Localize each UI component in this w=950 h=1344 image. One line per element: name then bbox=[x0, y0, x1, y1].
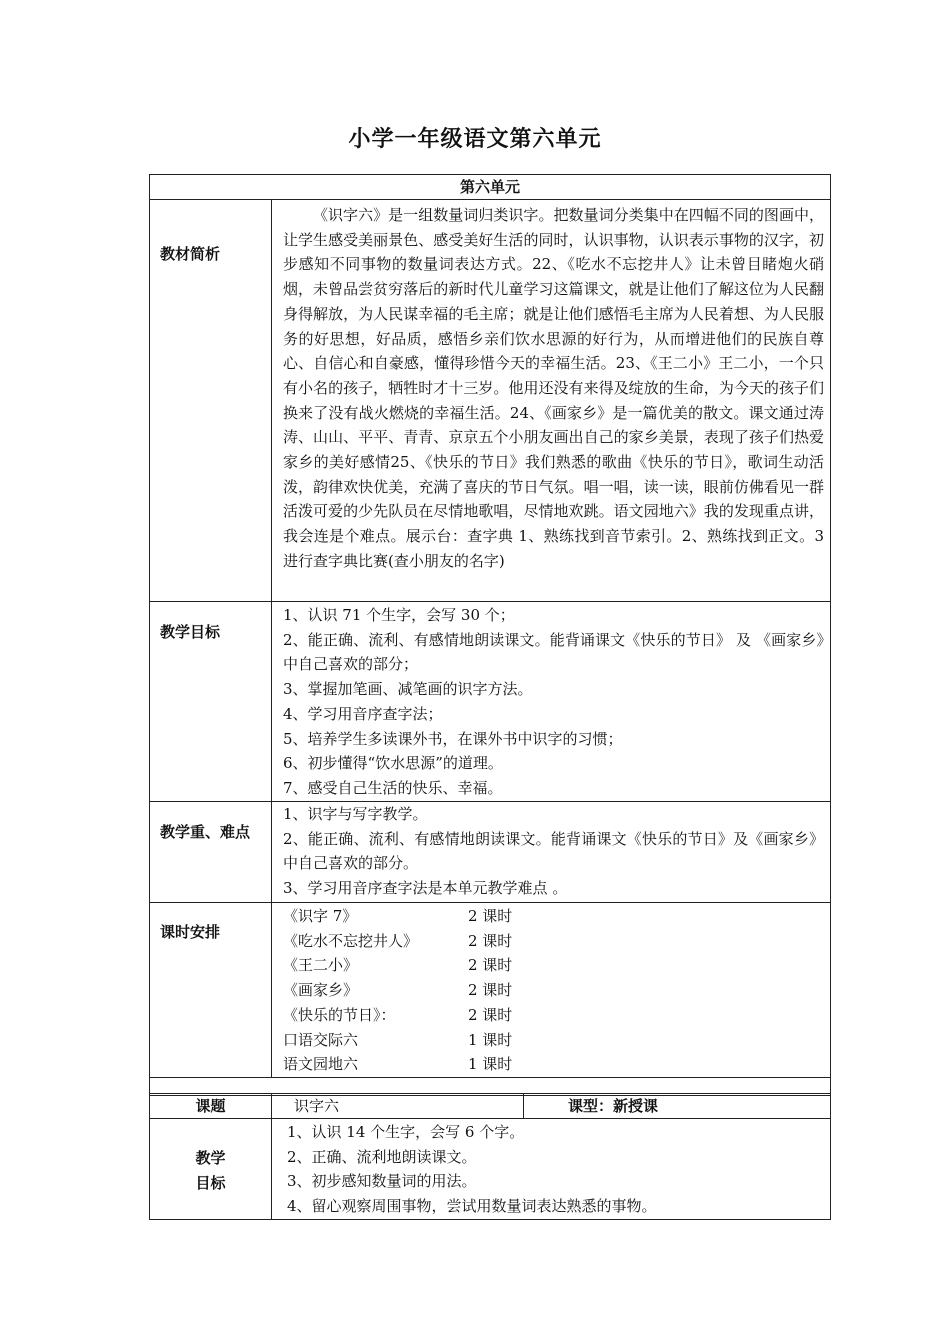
lesson-goal-item: 3、初步感知数量词的用法。 bbox=[287, 1172, 477, 1191]
goal-item: 4、学习用音序查字法； bbox=[283, 704, 443, 723]
key-point-item: 1、识字与写字教学。 bbox=[283, 805, 428, 823]
goal-item: 1、认识 71 个生字，会写 30 个； bbox=[283, 606, 515, 624]
lesson-goal-item: 1、认识 14 个生字，会写 6 个字。 bbox=[287, 1123, 525, 1141]
analysis-text: 《识字六》是一组数量词归类识字。把数量词分类集中在四幅不同的图画中，让学生感受美丽景色、感受美好生活的同时，认识事物，认识表示事物的汉字，初步感知不同事物的数量词表达方式。22、《吃水不忘挖井人》让未曾目睹炮火硝烟，未曾品尝贫穷落后的新时代儿童学习这篇课文，就是让他们了解这位为人民翻身得解放，为人民谋幸福的毛主席；就是让他们感悟毛主席为人民着想、为人民服务的好思想，好品质，感悟乡亲们饮水思源的好行为，从而增进他们的民族自尊心、自信心和自豪感，懂得珍惜今天的幸福生活。23、《王二小》王二小，一个只有小名的孩子，牺牲时才十三岁。他用还没有来得及绽放的生命，为今天的孩子们换来了没有战火燃烧的幸福生活。24、《画家乡》是一篇优美的散文。课文通过涛涛、山山、平平、青青、京京五个小朋友画出自己的家乡美景，表现了孩子们热爱家乡的美好感情25、《快乐的节日》我们熟悉的歌曲《快乐的节日》，歌词生动活泼，韵律欢快优美，充满了喜庆的节日气氛。唱一唱，读一读，眼前仿佛看见一群活泼可爱的少先队员在尽情地歌唱，尽情地欢跳。语文园地六》我的发现重点讲，我会连是个难点。展示台：查字典 1、熟练找到音节索引。2、熟练找到正文。3进行查字典比赛(查小朋友的名字) bbox=[283, 206, 825, 570]
page-title: 小学一年级语文第六单元 bbox=[348, 126, 602, 152]
schedule-lesson: 《识字 7》 bbox=[283, 907, 358, 925]
unit-table bbox=[149, 174, 831, 1096]
key-point-item: 2、能正确、流利、有感情地朗读课文。能背诵课文《快乐的节日》及《画家乡》中自己喜欢的部分。 bbox=[283, 829, 825, 873]
schedule-lesson: 口语交际六 bbox=[283, 1030, 359, 1049]
schedule-lesson: 语文园地六 bbox=[283, 1055, 359, 1074]
schedule-hours: 2 课时 bbox=[468, 981, 513, 1000]
schedule-hours: 2 课时 bbox=[468, 1005, 513, 1024]
topic-label: 课题 bbox=[150, 1094, 272, 1119]
schedule-lesson: 《画家乡》 bbox=[283, 981, 359, 1000]
goal-item: 5、培养学生多读课外书，在课外书中识字的习惯； bbox=[283, 729, 623, 748]
goal-item: 3、掌握加笔画、减笔画的识字方法。 bbox=[283, 680, 533, 699]
schedule-hours: 2 课时 bbox=[468, 931, 513, 950]
analysis-label: 教材简析 bbox=[150, 200, 272, 602]
key-points-label: 教学重、难点 bbox=[150, 802, 272, 903]
schedule-lesson: 《王二小》 bbox=[283, 956, 359, 975]
schedule-hours: 2 课时 bbox=[468, 907, 513, 925]
lesson-goal-item: 4、留心观察周围事物，尝试用数量词表达熟悉的事物。 bbox=[287, 1197, 657, 1216]
schedule-row bbox=[283, 929, 824, 954]
schedule-hours: 1 课时 bbox=[468, 1030, 513, 1049]
schedule-label: 课时安排 bbox=[150, 903, 272, 1078]
goal-item: 2、能正确、流利、有感情地朗读课文。能背诵课文《快乐的节日》 及 《画家乡》中自己喜欢的部分； bbox=[283, 630, 825, 674]
schedule-row bbox=[283, 904, 824, 929]
unit-header: 第六单元 bbox=[150, 175, 831, 200]
schedule-lesson: 《吃水不忘挖井人》 bbox=[283, 931, 419, 950]
schedule-row bbox=[283, 1052, 824, 1077]
lesson-goals-label-1: 教学 bbox=[195, 1149, 226, 1167]
schedule-hours: 1 课时 bbox=[468, 1055, 513, 1074]
schedule-row bbox=[283, 1003, 824, 1028]
key-point-item: 3、学习用音序查字法是本单元教学难点 。 bbox=[283, 879, 568, 898]
goals-label: 教学目标 bbox=[150, 602, 272, 802]
topic-value: 识字六 bbox=[272, 1094, 524, 1119]
schedule-row bbox=[283, 1028, 824, 1053]
lesson-goals-label-2: 目标 bbox=[195, 1173, 226, 1192]
goal-item: 6、初步懂得“饮水思源”的道理。 bbox=[283, 754, 503, 773]
lesson-goal-item: 2、正确、流利地朗读课文。 bbox=[287, 1147, 477, 1166]
goal-item: 7、感受自己生活的快乐、幸福。 bbox=[283, 778, 503, 797]
schedule-hours: 2 课时 bbox=[468, 956, 513, 975]
schedule-lesson: 《快乐的节日》： bbox=[283, 1005, 396, 1024]
lesson-type: 课型：新授课 bbox=[524, 1094, 831, 1119]
schedule-row bbox=[283, 978, 824, 1003]
schedule-row bbox=[283, 953, 824, 978]
lesson-table bbox=[149, 1093, 831, 1220]
